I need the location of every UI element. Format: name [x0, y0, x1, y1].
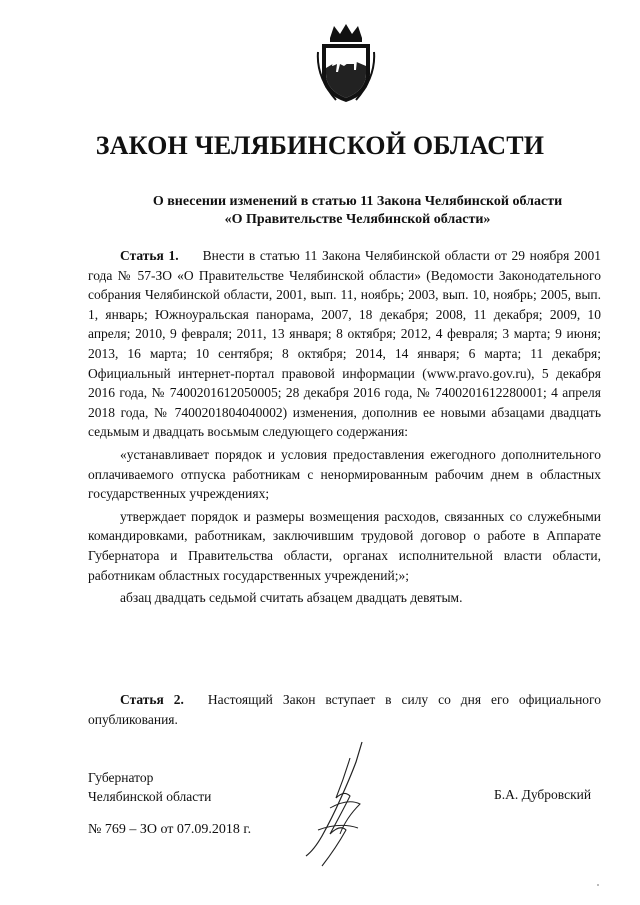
article-1-paragraph: [88, 246, 601, 442]
article-1: [88, 246, 601, 608]
article-2-text: Настоящий Закон вступает в силу со дня его официального опубликования.: [88, 692, 602, 727]
article-1-quote-2: утверждает порядок и размеры возмещения расходов, связанных со служебными командировками, работникам, заключившим трудовой договор о работе в Аппарате Губернатора и Правительства области, органах исполнительной власти области, работникам областных государственных учреждений;»;: [88, 508, 601, 583]
article-2-label: Статья 2.: [120, 692, 184, 707]
crown-icon: [330, 24, 362, 38]
document-subtitle: [80, 193, 635, 229]
coat-of-arms-emblem: [316, 22, 376, 104]
article-1-closing: абзац двадцать седьмой считать абзацем двадцать девятым.: [120, 590, 463, 606]
signer-name: Б.А. Дубровский: [494, 787, 592, 802]
article-1-quote-1: «устанавливает порядок и условия предоставления ежегодного дополнительного оплачиваемого отпуска работникам с ненормированным рабочим днем в областных государственных учреждениях;: [88, 446, 601, 502]
article-2: [88, 690, 601, 729]
handwritten-signature: [300, 738, 400, 888]
law-number: № 769 – ЗО от 07.09.2018 г.: [88, 822, 252, 837]
article-1-label: Статья 1.: [120, 248, 179, 263]
article-2-paragraph: [88, 690, 601, 729]
scan-speck: [597, 884, 599, 886]
subtitle-line-2: «О Правительстве Челябинской области»: [224, 212, 491, 227]
article-1-text: Внести в статью 11 Закона Челябинской области от 29 ноября 2001 года № 57-ЗО «О Правительстве Челябинской области» (Ведомости Законодательного собрания Челябинской области, 2001, вып. 11, ноябрь; 2003, вып. 10, ноябрь; 2005, вып. 1, январь; Южноуральская панорама, 2007, 18 декабря; 2008, 11 декабря; 2009, 10 апреля; 2010, 9 февраля; 2011, 13 января; 8 октября; 2012, 4 февраля; 3 марта; 9 июня; 2013, 16 марта; 10 сентября; 8 октября; 2014, 14 января; 6 марта; 11 декабря; Официальный интернет-портал правовой информации (www.pravo.gov.ru), 5 декабря 2016 года, № 7400201612050005; 28 декабря 2016 года, № 7400201612280001; 4 апреля 2018 года, № 7400201804040002) изменения, дополнив ее новыми абзацами двадцать седьмым и двадцать восьмым следующего содержания:: [88, 248, 601, 440]
governor-line-2: Челябинской области: [88, 789, 212, 804]
governor-title: [88, 768, 211, 806]
governor-line-1: Губернатор: [88, 770, 154, 785]
subtitle-line-1: О внесении изменений в статью 11 Закона Челябинской области: [152, 194, 563, 209]
document-title: ЗАКОН ЧЕЛЯБИНСКОЙ ОБЛАСТИ: [95, 131, 545, 160]
